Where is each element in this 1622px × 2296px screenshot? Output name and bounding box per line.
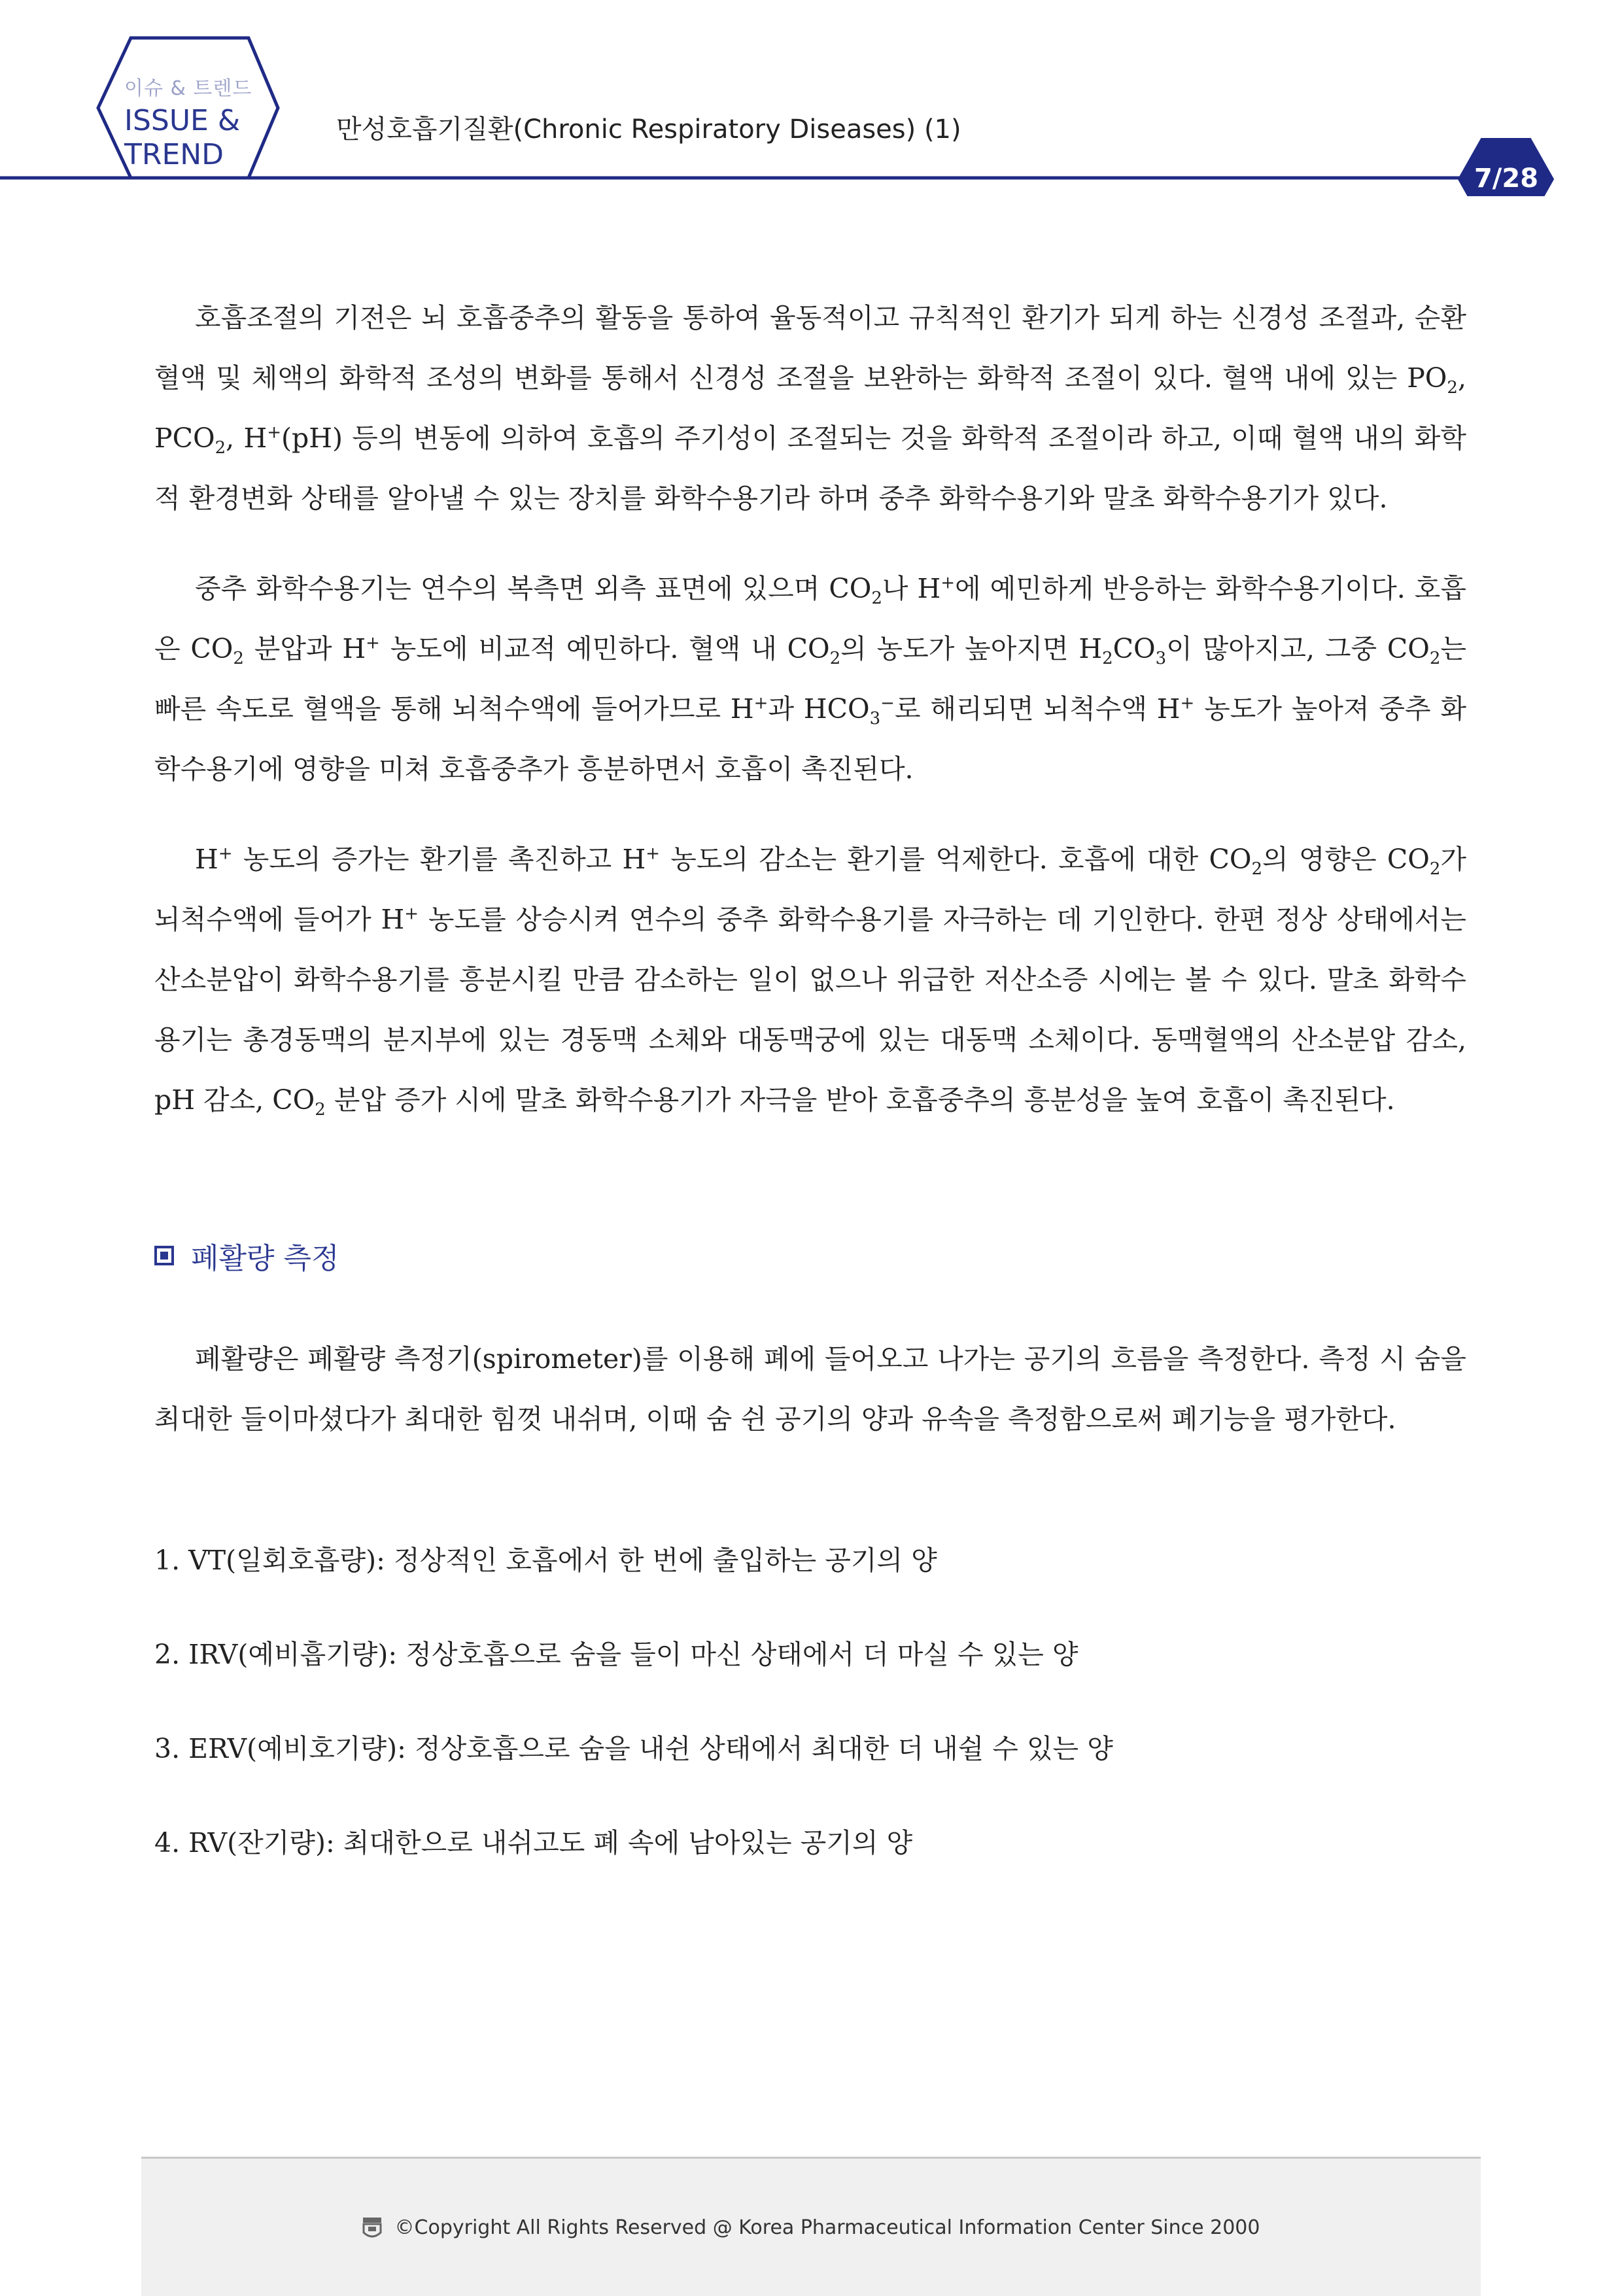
page-footer <box>141 2157 1481 2296</box>
badge-issue-label: ISSUE & <box>124 104 241 137</box>
list-item: 2. IRV(예비흡기량): 정상호흡으로 숨을 들이 마신 상태에서 더 마실 수 있는 양 <box>154 1639 1078 1670</box>
kpic-logo-icon <box>362 2217 382 2240</box>
square-bullet-icon <box>154 1246 174 1265</box>
main-content <box>154 288 1466 1917</box>
list-item: 1. VT(일회호흡량): 정상적인 호흡에서 한 번에 출입하는 공기의 양 <box>154 1545 937 1576</box>
lung-volume-list <box>154 1541 1466 1862</box>
page-header <box>0 0 1622 196</box>
paragraph-spirometry: 폐활량은 폐활량 측정기(spirometer)를 이용해 폐에 들어오고 나가는 공기의 흐름을 측정한다. 측정 시 숨을 최대한 들이마셨다가 최대한 힘껏 내쉬며, 이때 숨 쉰 공기의 양과 유속을 측정함으로써 폐기능을 평가한다. <box>154 1343 1466 1435</box>
page-number: 7/28 <box>1474 163 1539 194</box>
list-item: 3. ERV(예비호기량): 정상호흡으로 숨을 내쉰 상태에서 최대한 더 내쉴 수 있는 양 <box>154 1733 1113 1764</box>
footer-copyright-line <box>141 2216 1481 2240</box>
section-heading-spirometry <box>154 1235 1466 1277</box>
badge-korean-label: 이슈 & 트렌드 <box>124 77 252 100</box>
paragraph-central-chemoreceptor: 중추 화학수용기는 연수의 복측면 외측 표면에 있으며 $CO_2$나 H+에 예민하게 반응하는 화학수용기이다. 호흡은 $CO_2$ 분압과 H+ 농도에 비교적 예민하다. 혈액 내 $CO_2$의 농도가 높아지면 $H_2CO_3$이 많아지고, 그중 $CO_2$는 빠른 속도로 혈액을 통해 뇌척수액에 들어가므로 H+과 $HCO_3^-$로 해리되면 뇌척수액 H+ 농도가 높아져 중추 화학수용기에 영향을 미쳐 호흡중추가 흥분하면서 호흡이 촉진된다. <box>154 573 1467 785</box>
list-item: 4. RV(잔기량): 최대한으로 내쉬고도 폐 속에 남아있는 공기의 양 <box>154 1827 913 1859</box>
paragraph-peripheral-chemoreceptor: H+ 농도의 증가는 환기를 촉진하고 H+ 농도의 감소는 환기를 억제한다. 호흡에 대한 $CO_2$의 영향은 $CO_2$가 뇌척수액에 들어가 H+ 농도를 상승시켜 연수의 중추 화학수용기를 자극하는 데 기인한다. 한편 정상 상태에서는 산소분압이 화학수용기를 흥분시킬 만큼 감소하는 일이 없으나 위급한 저산소증 시에는 볼 수 있다. 말초 화학수용기는 총경동맥의 분지부에 있는 경동맥 소체와 대동맥궁에 있는 대동맥 소체이다. 동맥혈액의 산소분압 감소, pH 감소, $CO_2$ 분압 증가 시에 말초 화학수용기가 자극을 받아 호흡중추의 흥분성을 높여 호흡이 촉진된다. <box>154 844 1467 1120</box>
paragraph-chemical-regulation: 호흡조절의 기전은 뇌 호흡중추의 활동을 통하여 율동적이고 규칙적인 환기가 되게 하는 신경성 조절과, 순환혈액 및 체액의 화학적 조성의 변화를 통해서 신경성 조절을 보완하는 화학적 조절이 있다. 혈액 내에 있는 $PO_2$, $PCO_2$, H+(pH) 등의 변동에 의하여 호흡의 주기성이 조절되는 것을 화학적 조절이라 하고, 이때 혈액 내의 화학적 환경변화 상태를 알아낼 수 있는 장치를 화학수용기라 하며 중추 화학수용기와 말초 화학수용기가 있다. <box>154 302 1466 514</box>
footer-copyright-text: ©Copyright All Rights Reserved @ Korea Pharmaceutical Information Center Since 2000 <box>394 2216 1260 2239</box>
badge-trend-label: TREND <box>124 138 224 171</box>
document-title: 만성호흡기질환(Chronic Respiratory Diseases) (1) <box>336 114 961 145</box>
section-heading-text: 폐활량 측정 <box>191 1242 339 1275</box>
